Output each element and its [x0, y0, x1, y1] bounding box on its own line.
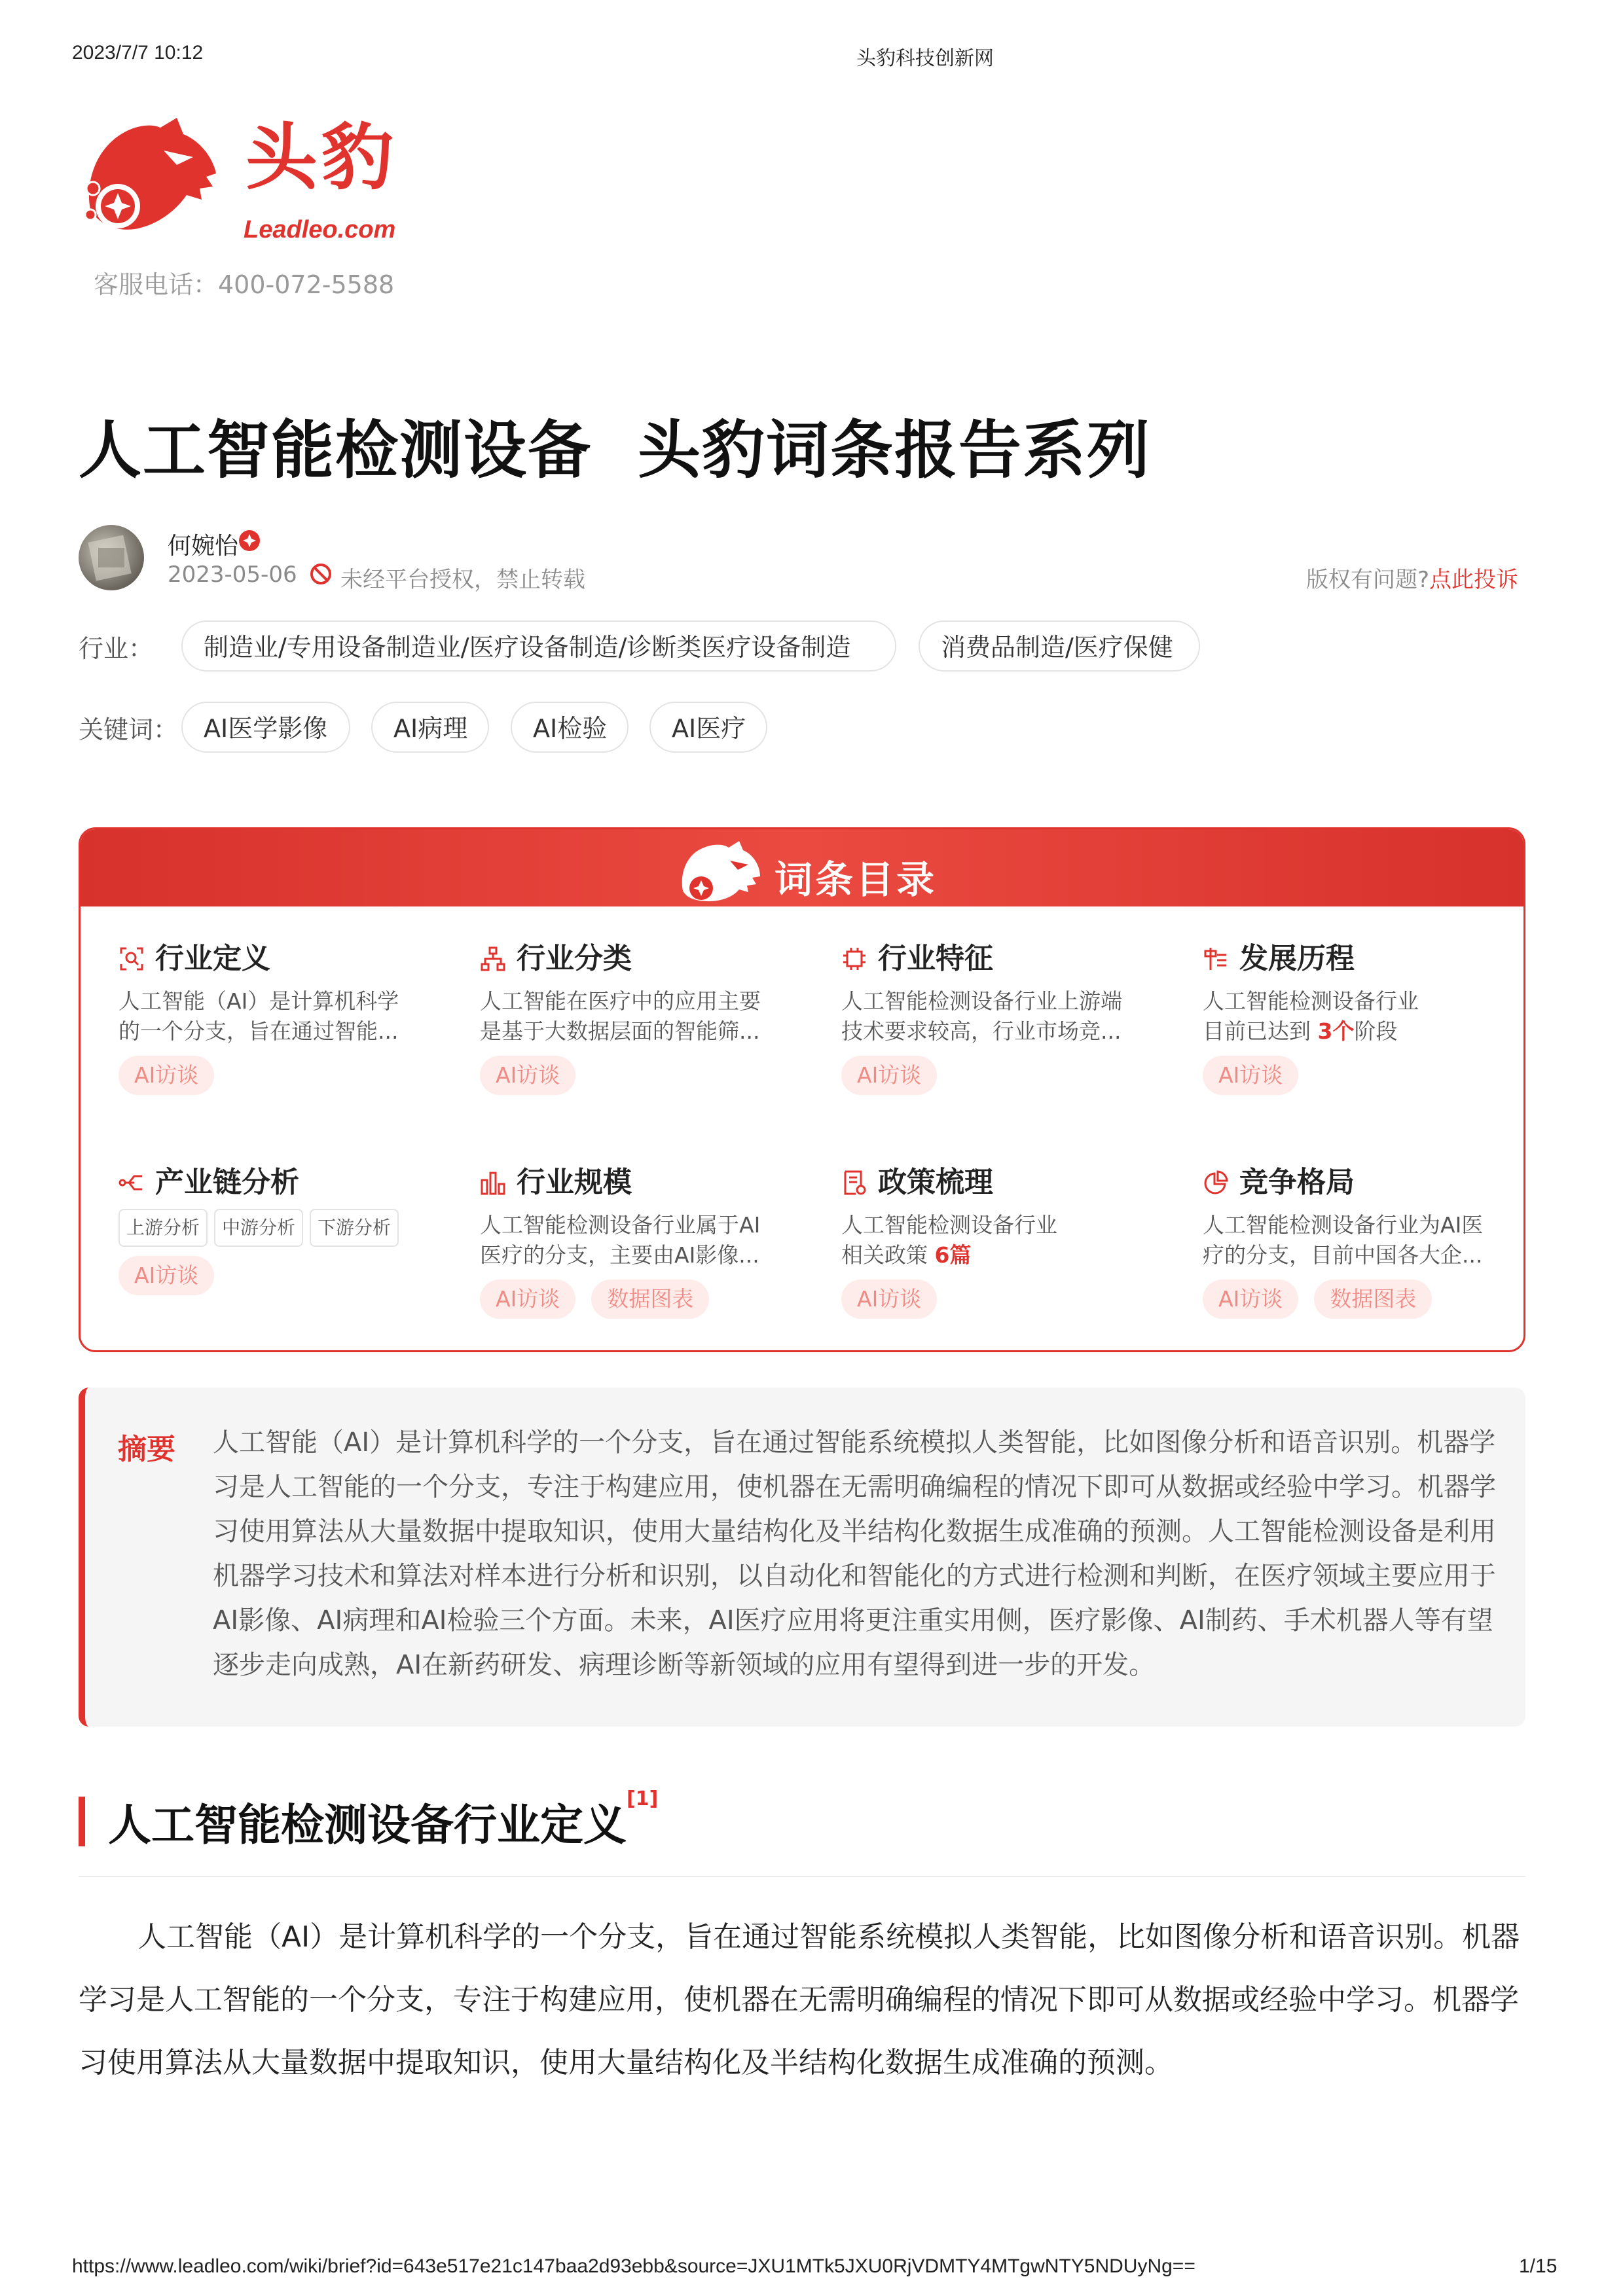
report-link[interactable]: 点此投诉 [1429, 567, 1519, 593]
toc-item-history[interactable] [1203, 941, 1510, 1095]
section-marker [79, 1797, 85, 1846]
toc-item-title: 行业定义 [155, 942, 270, 975]
toc-item-title: 行业规模 [517, 1166, 632, 1199]
toc-item-desc-suffix: 阶段 [1354, 1018, 1398, 1044]
toc-item-scale[interactable] [480, 1164, 788, 1319]
policy-count: 6篇 [934, 1242, 972, 1268]
ai-interview-tag[interactable]: AI访谈 [1203, 1056, 1298, 1095]
toc-item-title: 发展历程 [1239, 942, 1355, 975]
toc-item-desc: 人工智能（AI）是计算机科学 [119, 988, 399, 1014]
title-series: 头豹词条报告系列 [638, 414, 1151, 487]
author-avatar[interactable] [79, 525, 144, 590]
chain-flow-icon [119, 1170, 145, 1196]
toc-item-desc [841, 1240, 1149, 1270]
author-badge-icon [239, 530, 260, 551]
section-title [108, 1787, 659, 1852]
toc-item-competition[interactable] [1203, 1164, 1510, 1319]
downstream-tab[interactable]: 下游分析 [310, 1209, 399, 1247]
data-chart-tag[interactable]: 数据图表 [591, 1280, 709, 1319]
upstream-tab[interactable]: 上游分析 [119, 1209, 208, 1247]
toc-item-desc: 医疗的分支，主要由AI影像... [480, 1242, 759, 1268]
toc-item-features[interactable] [841, 941, 1149, 1095]
toc-item-title: 产业链分析 [155, 1166, 299, 1199]
policy-document-icon [841, 1170, 867, 1196]
toc-item-desc: 的一个分支，旨在通过智能... [119, 1018, 399, 1044]
abstract-label: 摘要 [118, 1433, 175, 1466]
section-divider [79, 1876, 1525, 1877]
avatar-photo-icon [79, 525, 144, 590]
keyword-tag[interactable]: AI医学影像 [181, 702, 350, 753]
copyright-question-text: 版权有问题? [1306, 567, 1430, 593]
chip-icon [841, 946, 867, 972]
toc-item-desc: 技术要求较高，行业市场竞... [841, 1018, 1122, 1044]
toc-item-desc: 人工智能检测设备行业 [1203, 988, 1419, 1014]
customer-hotline: 客服电话：400-072-5588 [94, 270, 395, 299]
toc-item-desc: 人工智能检测设备行业 [841, 1212, 1057, 1238]
section-body: 人工智能（AI）是计算机科学的一个分支，旨在通过智能系统模拟人类智能，比如图像分析和语音识别。机器学习是人工智能的一个分支，专注于构建应用，使机器在无需明确编程的情况下即可从数据或经验中学习。机器学习使用算法从大量数据中提取知识，使用大量结构化及半结构化数据生成准确的预测。 [79, 1920, 1520, 2079]
industry-tag[interactable]: 制造业/专用设备制造业/医疗设备制造/诊断类医疗设备制造 [181, 620, 896, 672]
footer-url: https://www.leadleo.com/wiki/brief?id=643e517e21c147baa2d93ebb&source=JXU1MTk5JXU0RjVDMTY4MTgwNTY5NDUyNg== [72, 2255, 1195, 2277]
no-repost-icon [310, 564, 331, 584]
publish-date: 2023-05-06 [168, 562, 297, 588]
toc-item-desc-prefix: 相关政策 [841, 1242, 935, 1268]
toc-item-chain[interactable] [119, 1164, 426, 1295]
brand-domain: Leadleo.com [244, 216, 396, 243]
toc-item-classification[interactable] [480, 941, 788, 1095]
print-site-title: 头豹科技创新网 [856, 48, 994, 69]
toc-item-policy[interactable] [841, 1164, 1149, 1319]
toc-item-desc [1203, 1016, 1510, 1047]
toc-item-desc-prefix: 目前已达到 [1203, 1018, 1318, 1044]
ai-interview-tag[interactable]: AI访谈 [841, 1056, 937, 1095]
hierarchy-icon [480, 946, 506, 972]
toc-item-title: 政策梳理 [878, 1166, 993, 1199]
keyword-tag[interactable]: AI检验 [511, 702, 629, 753]
toc-item-desc: 人工智能检测设备行业属于AI [480, 1212, 761, 1238]
toc-item-desc: 疗的分支，目前中国各大企... [1203, 1242, 1483, 1268]
section-reference[interactable]: [1] [627, 1787, 659, 1810]
toc-item-title: 行业特征 [878, 942, 993, 975]
toc-header [81, 829, 1523, 906]
section-title-text: 人工智能检测设备行业定义 [108, 1800, 627, 1850]
toc-item-definition[interactable] [119, 941, 426, 1095]
title-main: 人工智能检测设备 [79, 414, 592, 487]
toc-item-title: 行业分类 [517, 942, 632, 975]
toc-item-desc: 人工智能在医疗中的应用主要 [480, 988, 761, 1014]
toc-item-title: 竞争格局 [1239, 1166, 1355, 1199]
data-chart-tag[interactable]: 数据图表 [1314, 1280, 1432, 1319]
toc-title: 词条目录 [775, 857, 938, 902]
abstract-text: 人工智能（AI）是计算机科学的一个分支，旨在通过智能系统模拟人类智能，比如图像分析和语音识别。机器学习是人工智能的一个分支，专注于构建应用，使机器在无需明确编程的情况下即可从数据或经验中学习。机器学习使用算法从大量数据中提取知识，使用大量结构化及半结构化数据生成准确的预测。人工智能检测设备是利用机器学习技术和算法对样本进行分析和识别，以自动化和智能化的方式进行检测和判断，在医疗领域主要应用于AI影像、AI病理和AI检验三个方面。未来，AI医疗应用将更注重实用侧，医疗影像、AI制药、手术机器人等有望逐步走向成熟，AI在新药研发、病理诊断等新领域的应用有望得到进一步的开发。 [213, 1427, 1496, 1680]
page-number: 1/15 [1519, 2255, 1558, 2277]
midstream-tab[interactable]: 中游分析 [214, 1209, 303, 1247]
ai-interview-tag[interactable]: AI访谈 [119, 1056, 214, 1095]
timeline-icon [1203, 946, 1229, 972]
scan-search-icon [119, 946, 145, 972]
author-name[interactable]: 何婉怡 [168, 533, 239, 560]
stage-count: 3个 [1317, 1018, 1355, 1044]
repost-warning: 未经平台授权，禁止转载 [340, 567, 585, 593]
toc-leopard-icon [676, 838, 761, 904]
toc-item-desc: 是基于大数据层面的智能筛... [480, 1018, 760, 1044]
industry-label: 行业： [79, 634, 154, 663]
ai-interview-tag[interactable]: AI访谈 [119, 1256, 214, 1295]
leopard-logo-icon [79, 111, 229, 242]
bar-chart-icon [480, 1170, 506, 1196]
toc-item-desc: 人工智能检测设备行业上游端 [841, 988, 1122, 1014]
copyright-question [1306, 562, 1518, 594]
industry-tag[interactable]: 消费品制造/医疗保健 [919, 620, 1200, 672]
print-datetime: 2023/7/7 10:12 [72, 42, 204, 63]
keywords-label: 关键词： [79, 715, 179, 744]
ai-interview-tag[interactable]: AI访谈 [480, 1280, 575, 1319]
keyword-tag[interactable]: AI医疗 [649, 702, 767, 753]
page-title [79, 401, 1151, 490]
toc-item-desc: 人工智能检测设备行业为AI医 [1203, 1212, 1484, 1238]
ai-interview-tag[interactable]: AI访谈 [1203, 1280, 1298, 1319]
brand-name: 头豹 [246, 116, 397, 200]
toc-panel [79, 827, 1525, 1352]
keyword-tag[interactable]: AI病理 [371, 702, 489, 753]
ai-interview-tag[interactable]: AI访谈 [841, 1280, 937, 1319]
pie-chart-icon [1203, 1170, 1229, 1196]
ai-interview-tag[interactable]: AI访谈 [480, 1056, 575, 1095]
